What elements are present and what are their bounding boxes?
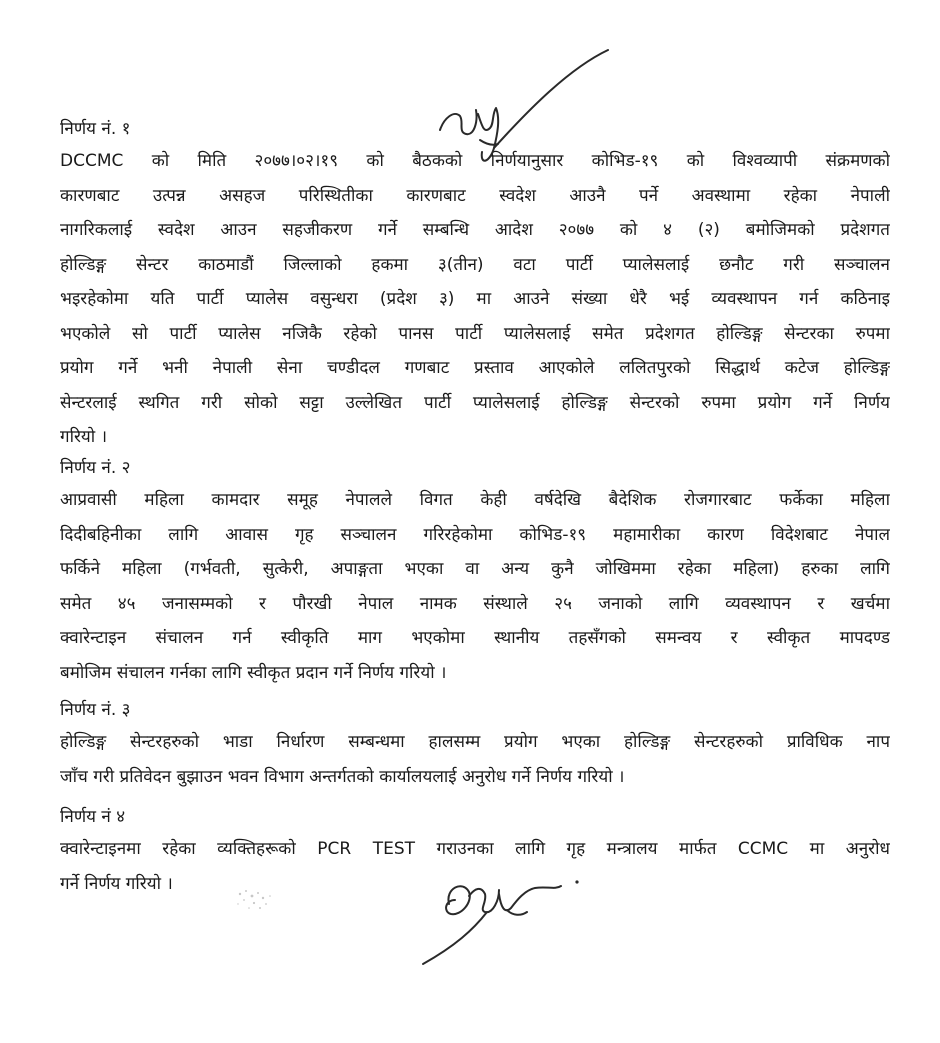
decision-1-text: [60, 144, 890, 455]
text-line: समेत ४५ जनासम्मको र पौरखी नेपाल नामक संस्थाले २५ जनाको लागि व्यवस्थापन र खर्चमा: [60, 593, 890, 614]
text-line: कारणबाट उत्पन्न असहज परिस्थितीका कारणबाट स्वदेश आउनै पर्ने अवस्थामा रहेका नेपाली: [60, 185, 890, 206]
decision-1: [60, 116, 890, 455]
decision-2-text: [60, 483, 890, 690]
decision-3-heading: निर्णय नं. ३: [60, 700, 131, 720]
scan-smudge-icon: [232, 884, 278, 918]
decision-2-heading: निर्णय नं. २: [60, 458, 131, 478]
text-line: क्वारेन्टाइनमा रहेका व्यक्तिहरूको PCR TEST गराउनका लागि गृह मन्त्रालय मार्फत CCMC मा अनुरोध: [60, 839, 890, 859]
text-line: नागरिकलाई स्वदेश आउन सहजीकरण गर्ने सम्बन्धि आदेश २०७७ को ४ (२) बमोजिमको प्रदेशगत: [60, 220, 890, 240]
text-line: भएकोले सो पार्टी प्यालेस नजिकै रहेको पानस पार्टी प्यालेसलाई समेत प्रदेशगत होल्डिङ्ग सेन्टरका रुपमा: [60, 323, 890, 344]
decision-3-text: [60, 725, 890, 794]
decision-4: [60, 804, 890, 901]
text-line: गर्ने निर्णय गरियो ।: [60, 873, 173, 894]
decision-3: [60, 697, 890, 794]
text-line: सेन्टरलाई स्थगित गरी सोको सट्टा उल्लेखित पार्टी प्यालेसलाई होल्डिङ्ग सेन्टरको रुपमा प्रयोग गर्ने निर्णय: [60, 392, 890, 413]
text-line: होल्डिङ्ग सेन्टरहरुको भाडा निर्धारण सम्बन्धमा हालसम्म प्रयोग भएका होल्डिङ्ग सेन्टरहरुको प्राविधिक नाप: [60, 732, 890, 752]
text-line: क्वारेन्टाइन संचालन गर्न स्वीकृति माग भएकोमा स्थानीय तहसँगको समन्वय र स्वीकृत मापदण्ड: [60, 628, 890, 648]
text-line: आप्रवासी महिला कामदार समूह नेपालले विगत केही वर्षदेखि बैदेशिक रोजगारबाट फर्केका महिला: [60, 490, 890, 510]
decision-4-text: [60, 832, 890, 901]
text-line: होल्डिङ्ग सेन्टर काठमाडौं जिल्लाको हकमा ३(तीन) वटा पार्टी प्यालेसलाई छनौट गरी सञ्चालन: [60, 254, 890, 275]
text-line: दिदीबहिनीका लागि आवास गृह सञ्चालन गरिरहेकोमा कोभिड-१९ महामारीका कारण विदेशबाट नेपाल: [60, 524, 890, 545]
text-line: गरियो ।: [60, 427, 108, 447]
text-line: जाँच गरी प्रतिवेदन बुझाउन भवन विभाग अन्तर्गतको कार्यालयलाई अनुरोध गर्ने निर्णय गरियो ।: [60, 766, 625, 787]
decision-1-heading: निर्णय नं. १: [60, 119, 131, 139]
text-line: प्रयोग गर्ने भनी नेपाली सेना चण्डीदल गणबाट प्रस्ताव आएकोले ललितपुरको सिद्धार्थ कटेज होल्डिङ्ग: [60, 358, 890, 378]
decision-2: [60, 455, 890, 690]
decision-4-heading: निर्णय नं ४: [60, 807, 126, 827]
text-line: DCCMC को मिति २०७७।०२।१९ को बैठकको निर्णयानुसार कोभिड-१९ को विश्वव्यापी संक्रमणको: [60, 151, 890, 171]
text-line: भइरहेकोमा यति पार्टी प्यालेस वसुन्धरा (प्रदेश ३) मा आउने संख्या धेरै भई व्यवस्थापन गर्न कठिनाइ: [60, 289, 890, 309]
text-line: बमोजिम संचालन गर्नका लागि स्वीकृत प्रदान गर्ने निर्णय गरियो ।: [60, 662, 447, 683]
text-line: फर्किने महिला (गर्भवती, सुत्केरी, अपाङ्गता भएका वा अन्य कुनै जोखिममा रहेका महिला) हरुका लागि: [60, 559, 890, 579]
